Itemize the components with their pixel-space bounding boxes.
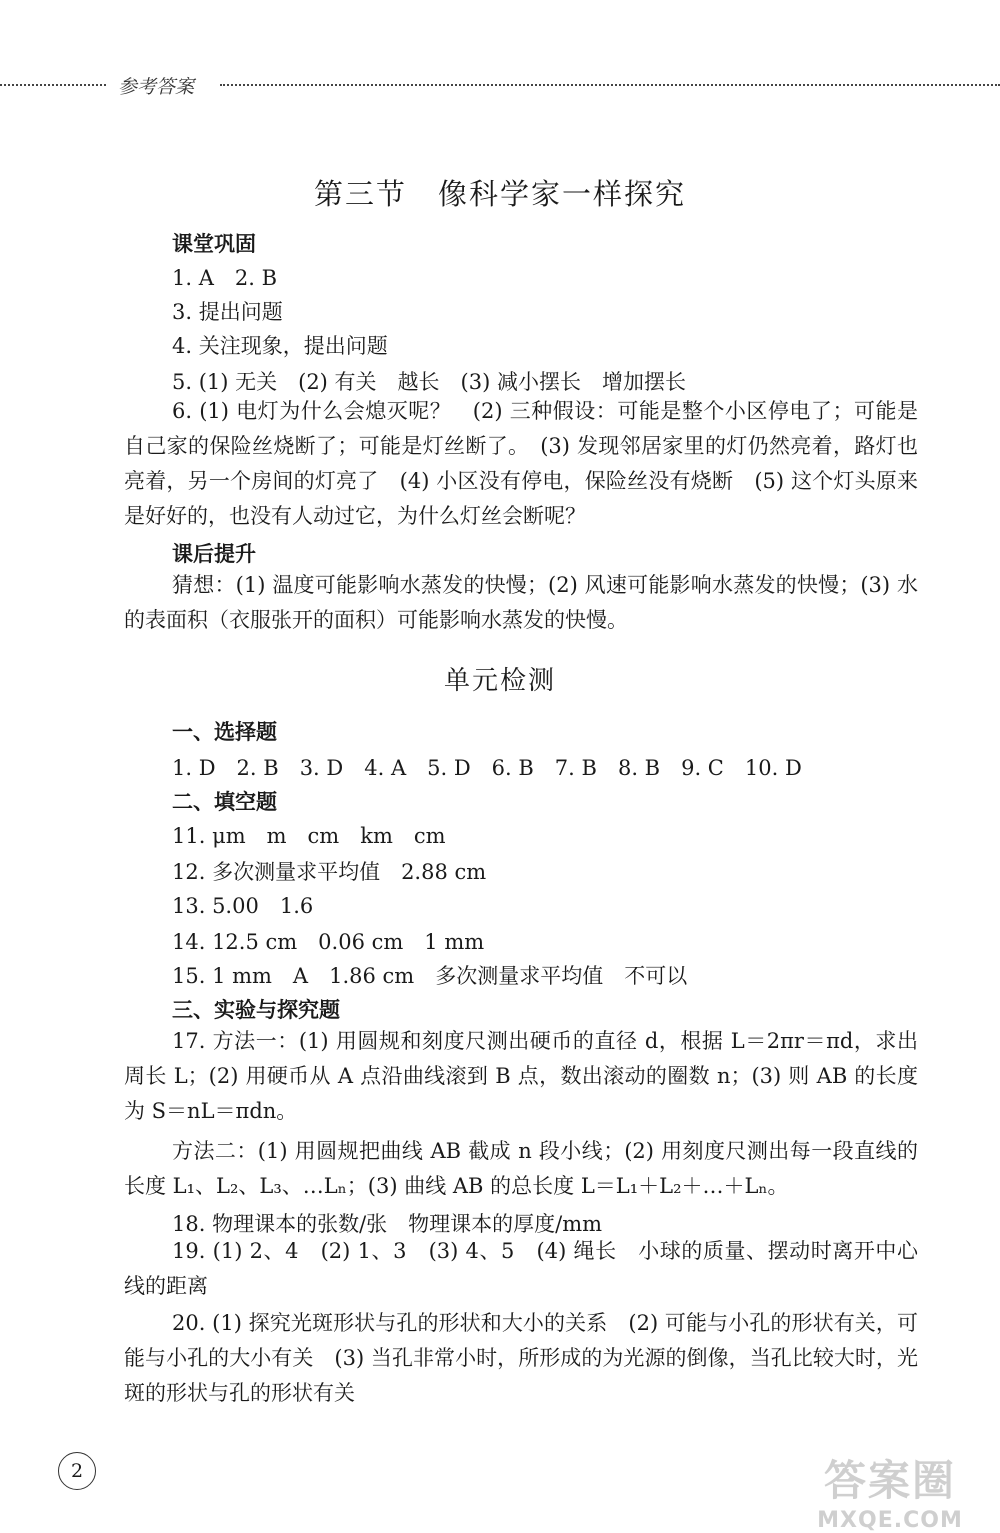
header-rule-right xyxy=(220,84,1000,86)
answer-q20: 20. (1) 探究光斑形状与孔的形状和大小的关系 (2) 可能与小孔的形状有关，可能与小孔的大小有关 (3) 当孔非常小时，所形成的为光源的倒像，当孔比较大时，光斑的形状与孔的形状有关 xyxy=(124,1311,918,1405)
answer-choices: 1. D 2. B 3. D 4. A 5. D 6. B 7. B 8. B 9. C 10. D xyxy=(172,756,802,780)
answer-q3: 3. 提出问题 xyxy=(172,300,283,324)
section-title-2: 单元检测 xyxy=(443,666,556,696)
page-number: 2 xyxy=(58,1452,96,1490)
heading-shiyan: 三、实验与探究题 xyxy=(172,998,340,1022)
section-title-1: 第三节 像科学家一样探究 xyxy=(313,177,686,211)
answer-q12: 12. 多次测量求平均值 2.88 cm xyxy=(172,860,487,884)
watermark-top: 答案圈 xyxy=(823,1456,956,1505)
answer-q11: 11. μm m cm km cm xyxy=(172,824,446,848)
heading-kehou: 课后提升 xyxy=(172,542,256,566)
watermark-bottom: MXQE.COM xyxy=(817,1508,963,1533)
header-rule-left xyxy=(0,84,106,86)
answer-q14: 14. 12.5 cm 0.06 cm 1 mm xyxy=(172,930,485,954)
answer-q6: 6. (1) 电灯为什么会熄灭呢？ (2) 三种假设：可能是整个小区停电了；可能是自己家的保险丝烧断了；可能是灯丝断了。 (3) 发现邻居家里的灯仍然亮着，路灯也亮着，另一个房间的灯亮了 (4) 小区没有停电，保险丝没有烧断 (5) 这个灯头原来是好好的，也没有人动过它，为什么灯丝会断呢？ xyxy=(124,399,918,528)
answer-q5: 5. (1) 无关 (2) 有关 越长 (3) 减小摆长 增加摆长 xyxy=(172,370,686,394)
answer-q13: 13. 5.00 1.6 xyxy=(172,894,314,918)
header-label: 参考答案 xyxy=(118,76,195,98)
answer-q19: 19. (1) 2、4 (2) 1、3 (3) 4、5 (4) 绳长 小球的质量、摆动时离开中心线的距离 xyxy=(124,1239,918,1298)
heading-ketang: 课堂巩固 xyxy=(172,232,256,256)
heading-tiankong: 二、填空题 xyxy=(172,790,277,814)
watermark xyxy=(800,1448,980,1533)
answer-q17-method2: 方法二：(1) 用圆规把曲线 AB 截成 n 段小线；(2) 用刻度尺测出每一段直线的长度 L₁、L₂、L₃、…Lₙ；(3) 曲线 AB 的总长度 L＝L₁＋L₂＋…＋Lₙ。 xyxy=(124,1139,918,1198)
answer-q17-method1: 17. 方法一：(1) 用圆规和刻度尺测出硬币的直径 d，根据 L＝2πr＝πd，求出周长 L；(2) 用硬币从 A 点沿曲线滚到 B 点，数出滚动的圈数 n；(3) 则 AB 的长度为 S＝nL＝πdn。 xyxy=(124,1029,918,1123)
answer-q1-2: 1. A 2. B xyxy=(172,266,278,290)
answer-caixiang: 猜想：(1) 温度可能影响水蒸发的快慢；(2) 风速可能影响水蒸发的快慢；(3) 水的表面积（衣服张开的面积）可能影响水蒸发的快慢。 xyxy=(124,573,918,632)
answer-q18: 18. 物理课本的张数/张 物理课本的厚度/mm xyxy=(172,1212,603,1236)
heading-xuanze: 一、选择题 xyxy=(172,720,277,744)
answer-q15: 15. 1 mm A 1.86 cm 多次测量求平均值 不可以 xyxy=(172,964,688,988)
answer-q4: 4. 关注现象，提出问题 xyxy=(172,334,388,358)
